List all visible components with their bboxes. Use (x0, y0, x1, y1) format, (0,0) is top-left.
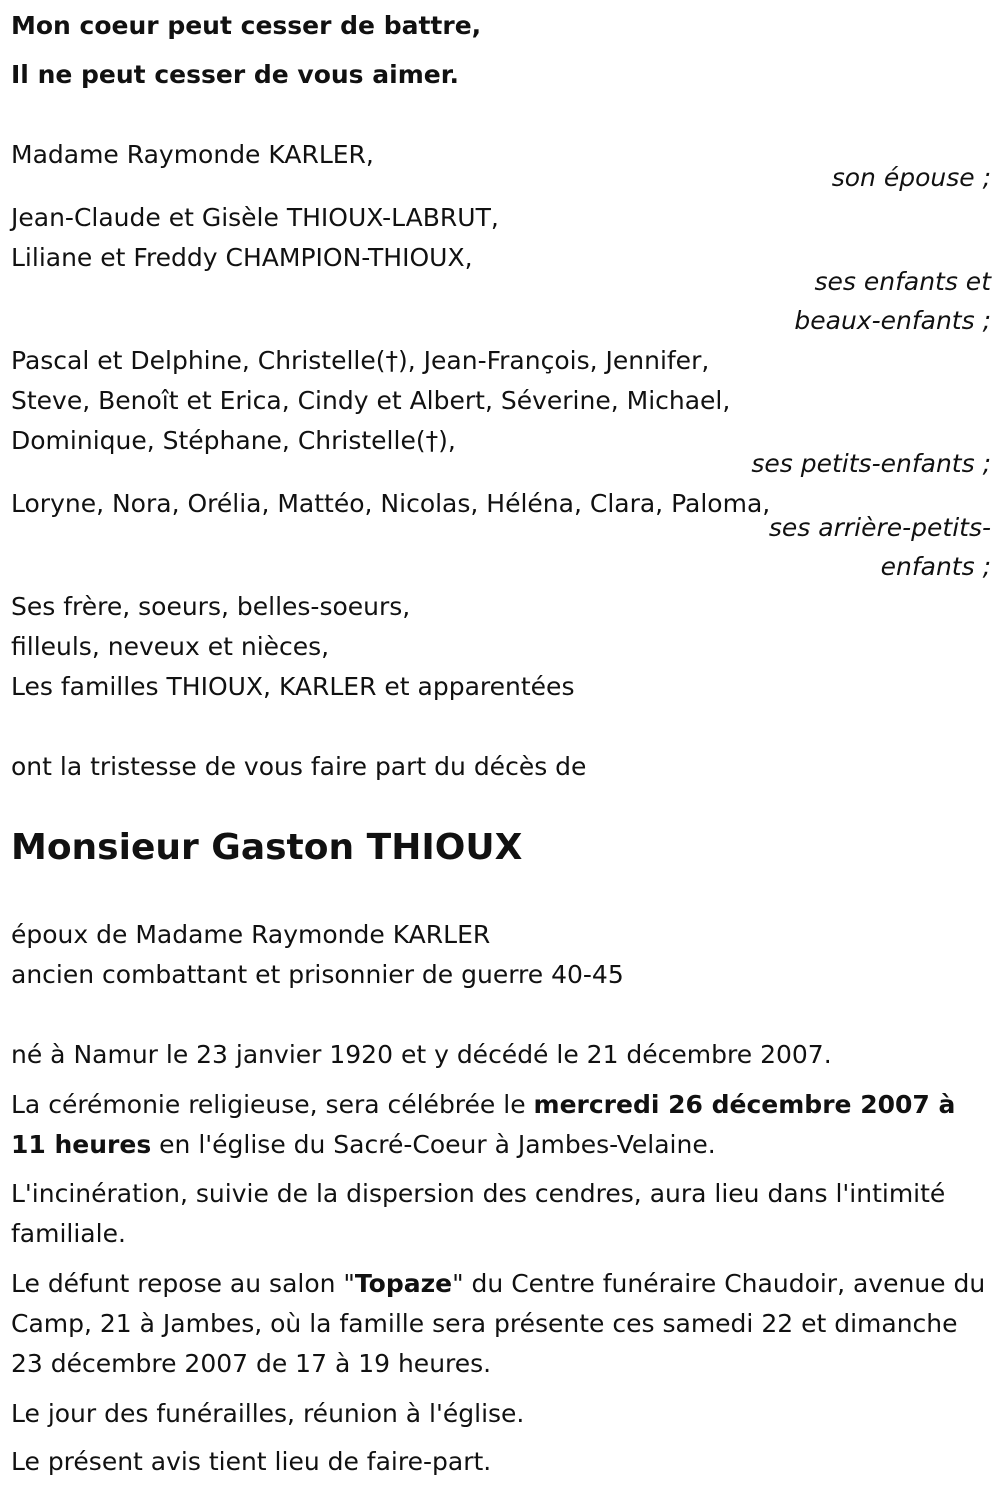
great-grandchildren-line: Loryne, Nora, Orélia, Mattéo, Nicolas, Héléna, Clara, Paloma, (11, 489, 771, 518)
notice-line: Le présent avis tient lieu de faire-part. (11, 1447, 492, 1476)
ceremony-date: mercredi 26 décembre 2007 à 11 heures (11, 1090, 956, 1159)
ceremony-text-after: en l'église du Sacré-Coeur à Jambes-Velaine. (151, 1130, 716, 1159)
others-line-2: filleuls, neveux et nièces, (11, 632, 330, 661)
deceased-detail-1: époux de Madame Raymonde KARLER (11, 920, 491, 949)
birth-death-line: né à Namur le 23 janvier 1920 et y décédé le 21 décembre 2007. (11, 1040, 832, 1069)
deceased-name: Monsieur Gaston THIOUX (11, 827, 523, 868)
great-grandchildren-relation-1: ses arrière-petits- (768, 513, 991, 542)
children-relation-1: ses enfants et (814, 267, 991, 296)
grandchildren-line-1: Pascal et Delphine, Christelle(†), Jean-François, Jennifer, (11, 346, 710, 375)
others-line-1: Ses frère, soeurs, belles-soeurs, (11, 592, 411, 621)
ceremony-paragraph (11, 1085, 991, 1165)
incineration-paragraph: L'incinération, suivie de la dispersion des cendres, aura lieu dans l'intimité familiale. (11, 1179, 946, 1248)
children-line-1: Jean-Claude et Gisèle THIOUX-LABRUT, (11, 203, 499, 232)
spouse-relation: son épouse ; (831, 163, 991, 192)
grandchildren-line-2: Steve, Benoît et Erica, Cindy et Albert, Séverine, Michael, (11, 386, 731, 415)
meeting-line: Le jour des funérailles, réunion à l'église. (11, 1399, 525, 1428)
epitaph-line-2: Il ne peut cesser de vous aimer. (11, 60, 459, 89)
ceremony-text-before: La cérémonie religieuse, sera célébrée le (11, 1090, 534, 1119)
viewing-text-before: Le défunt repose au salon " (11, 1269, 355, 1298)
others-line-3: Les familles THIOUX, KARLER et apparentées (11, 672, 575, 701)
children-relation-2: beaux-enfants ; (794, 306, 991, 335)
grandchildren-relation: ses petits-enfants ; (751, 449, 991, 478)
announcement-text: ont la tristesse de vous faire part du décès de (11, 752, 587, 781)
great-grandchildren-relation-2: enfants ; (880, 552, 991, 581)
spouse-name: Madame Raymonde KARLER, (11, 140, 374, 169)
epitaph-line-1: Mon coeur peut cesser de battre, (11, 11, 482, 40)
viewing-paragraph (11, 1264, 991, 1384)
salon-name: Topaze (354, 1269, 453, 1298)
viewing-text-after: " du Centre funéraire Chaudoir, avenue du Camp, 21 à Jambes, où la famille sera présente ces samedi 22 et dimanche 23 décembre 2007 de 17 à 19 heures. (11, 1269, 986, 1378)
grandchildren-line-3: Dominique, Stéphane, Christelle(†), (11, 426, 456, 455)
children-line-2: Liliane et Freddy CHAMPION-THIOUX, (11, 243, 473, 272)
deceased-detail-2: ancien combattant et prisonnier de guerre 40-45 (11, 960, 624, 989)
